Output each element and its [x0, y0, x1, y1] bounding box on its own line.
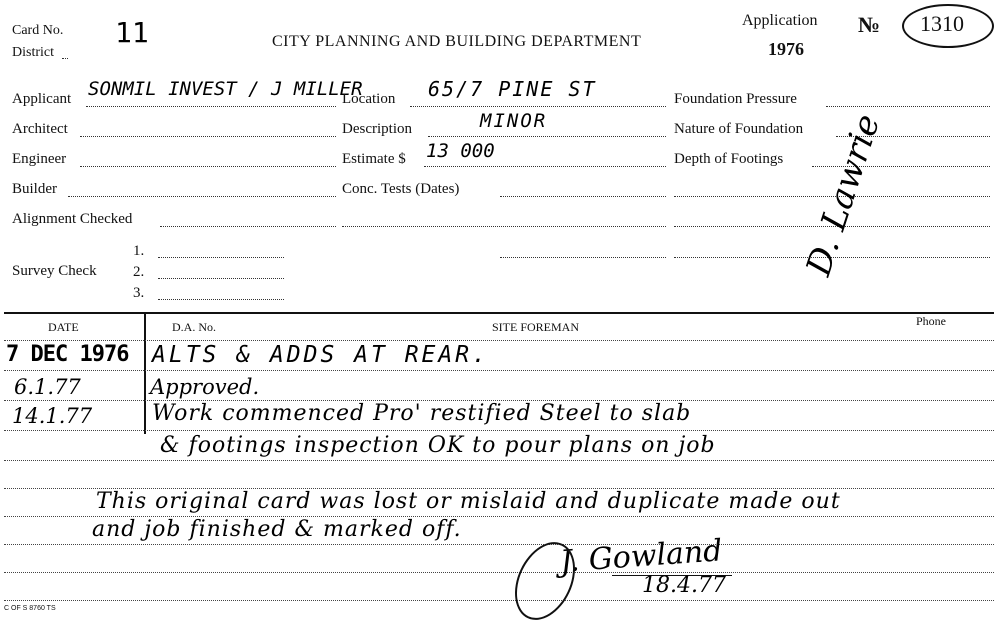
entry-text-2: Approved.: [150, 375, 260, 399]
description-label: Description: [342, 121, 412, 137]
note-line-1: This original card was lost or mislaid and duplicate made out: [96, 489, 841, 514]
district-line: [62, 58, 68, 59]
description-line: [428, 136, 666, 137]
applicant-value: SONMIL INVEST / J MILLER: [88, 78, 363, 100]
table-line: [4, 572, 994, 573]
table-line: [4, 370, 994, 371]
survey-item-3: 3.: [133, 285, 145, 301]
entry-date-2: 6.1.77: [14, 375, 81, 399]
location-label: Location: [342, 91, 396, 107]
entry-date-3: 14.1.77: [12, 404, 93, 428]
estimate-value: 13 000: [426, 140, 495, 162]
entry-text-4: & footings inspection OK to pour plans on job: [160, 433, 716, 458]
number-symbol: №: [858, 12, 881, 37]
signature: J. Gowland: [558, 533, 724, 580]
date-column-divider: [144, 312, 146, 434]
survey-line-3: [158, 299, 284, 300]
application-year: 1976: [768, 39, 804, 59]
note-line-2: and job finished & marked off.: [92, 517, 462, 542]
depth-label: Depth of Footings: [674, 151, 784, 167]
alignment-label: Alignment Checked: [12, 211, 133, 227]
foundation-pressure-label: Foundation Pressure: [674, 91, 797, 107]
col-site-foreman: SITE FOREMAN: [492, 320, 580, 334]
card-no-value: 11: [115, 16, 149, 49]
location-value: 65/7 PINE ST: [428, 77, 597, 101]
form-code: C OF S 8760 TS: [4, 605, 56, 612]
entry-text-1: ALTS & ADDS AT REAR.: [152, 342, 489, 368]
department-title: CITY PLANNING AND BUILDING DEPARTMENT: [272, 33, 642, 50]
conc-tests-label: Conc. Tests (Dates): [342, 181, 460, 197]
table-line: [4, 460, 994, 461]
architect-label: Architect: [12, 121, 68, 137]
table-line: [4, 340, 994, 341]
survey-label: Survey Check: [12, 263, 97, 279]
location-line: [410, 106, 666, 107]
engineer-line: [80, 166, 336, 167]
applicant-line: [86, 106, 336, 107]
table-line: [4, 544, 994, 545]
signature-date: 18.4.77: [642, 573, 726, 598]
survey-line-2: [158, 278, 284, 279]
builder-line: [68, 196, 336, 197]
table-line: [4, 430, 994, 431]
entry-date-1: 7 DEC 1976: [6, 342, 129, 367]
conc-line-2: [342, 226, 666, 227]
applicant-label: Applicant: [12, 91, 72, 107]
col-phone: Phone: [916, 314, 946, 328]
table-line: [4, 600, 994, 601]
application-number: 1310: [920, 11, 964, 36]
builder-label: Builder: [12, 181, 57, 197]
foundation-pressure-line: [826, 106, 990, 107]
district-label: District: [12, 45, 54, 60]
entry-text-3: Work commenced Pro' restified Steel to slab: [152, 401, 692, 426]
estimate-line: [424, 166, 666, 167]
estimate-label: Estimate $: [342, 151, 406, 167]
table-top-rule: [4, 312, 994, 314]
survey-line-1: [158, 257, 284, 258]
nature-label: Nature of Foundation: [674, 121, 804, 137]
survey-item-2: 2.: [133, 264, 145, 280]
application-label: Application: [742, 12, 818, 29]
card-no-label: Card No.: [12, 23, 64, 38]
col-date: DATE: [48, 320, 79, 334]
conc-line-3: [500, 257, 666, 258]
engineer-label: Engineer: [12, 151, 67, 167]
col-da-no: D.A. No.: [172, 320, 216, 334]
alignment-line: [160, 226, 336, 227]
vertical-signature: D. Lawrie: [798, 109, 889, 281]
description-value: MINOR: [480, 110, 548, 132]
survey-item-1: 1.: [133, 243, 145, 259]
architect-line: [80, 136, 336, 137]
conc-line-1: [500, 196, 666, 197]
